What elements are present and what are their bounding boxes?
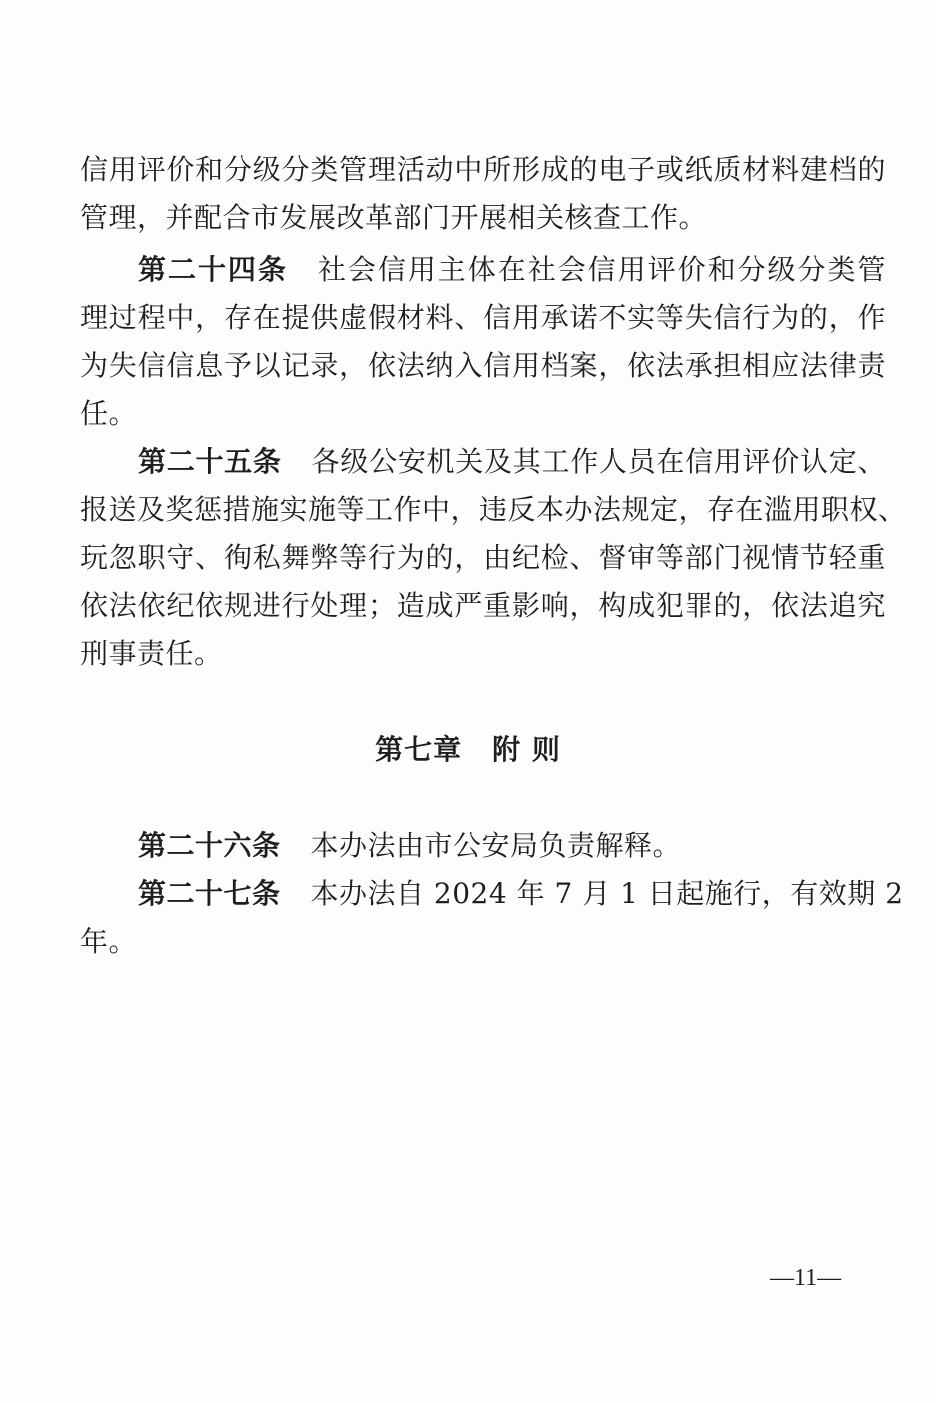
- article-number: 第二十六条: [138, 829, 281, 862]
- page-number: —11—: [770, 1265, 842, 1291]
- chapter-title: 附 则: [492, 733, 561, 766]
- article-text: 本办法由市公安局负责解释。: [310, 829, 682, 862]
- article-27-first-line: [138, 870, 904, 918]
- paragraph-line: 报送及奖惩措施实施等工作中，违反本办法规定，存在滥用职权、: [80, 493, 907, 526]
- article-24-first-line: [138, 246, 886, 294]
- paragraph-line: 任。: [80, 397, 138, 430]
- paragraph-line: 刑事责任。: [80, 637, 223, 670]
- paragraph-line: 依法依纪依规进行处理；造成严重影响，构成犯罪的，依法追究: [80, 589, 886, 622]
- article-text: 社会信用主体在社会信用评价和分级分类管: [317, 253, 886, 286]
- paragraph-line: 玩忽职守、徇私舞弊等行为的，由纪检、督审等部门视情节轻重: [80, 541, 886, 574]
- article-25-first-line: [138, 438, 886, 486]
- chapter-heading: [0, 726, 936, 774]
- article-number: 第二十五条: [138, 445, 282, 478]
- article-26-first-line: [138, 822, 886, 870]
- paragraph-line: 理过程中，存在提供虚假材料、信用承诺不实等失信行为的，作: [80, 301, 886, 334]
- chapter-number: 第七章: [375, 733, 463, 766]
- paragraph-line: 为失信信息予以记录，依法纳入信用档案，依法承担相应法律责: [80, 349, 886, 382]
- article-text: 本办法自 2024 年 7 月 1 日起施行，有效期 2: [310, 877, 904, 910]
- paragraph-line: 年。: [80, 925, 138, 958]
- article-number: 第二十四条: [138, 253, 288, 286]
- paragraph-line: 管理，并配合市发展改革部门开展相关核查工作。: [80, 201, 708, 234]
- article-number: 第二十七条: [138, 877, 281, 910]
- paragraph-line: 信用评价和分级分类管理活动中所形成的电子或纸质材料建档的: [80, 153, 886, 186]
- article-text: 各级公安机关及其工作人员在信用评价认定、: [311, 445, 886, 478]
